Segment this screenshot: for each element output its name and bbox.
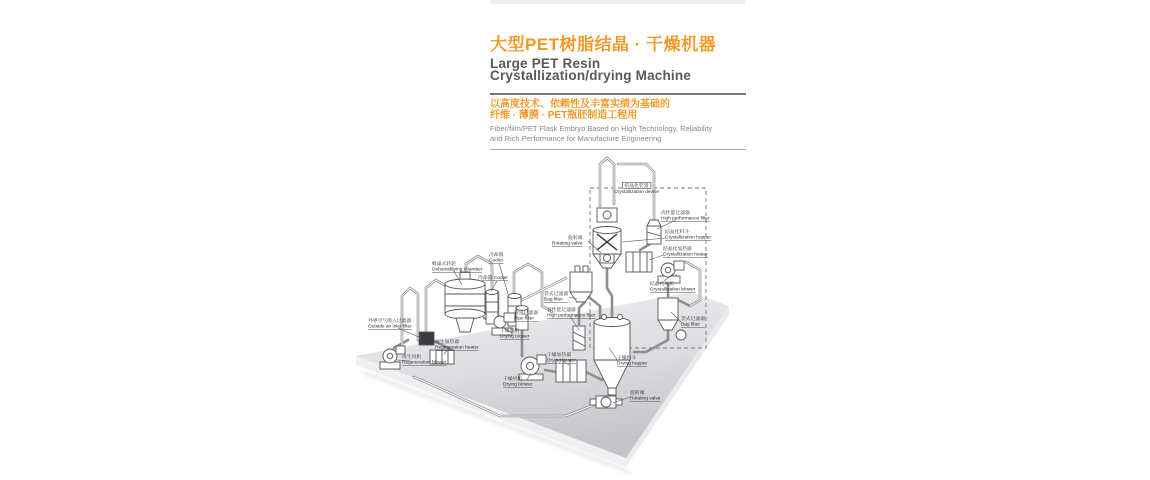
label-cooler-left: 冷却器 Cooler: [478, 275, 508, 281]
subtitle-en-line2: and Rich Performance for Manufacture Engineering: [490, 133, 662, 143]
subtitle-zh-line1: 以高度技术、依赖性及丰富实绩为基础的: [490, 99, 670, 110]
label-bag-filter-right: 袋式过滤器 Bag filter: [681, 316, 705, 327]
label-high-performance-filter-top: 高性能过滤器 High performance filter: [661, 210, 710, 221]
subtitle-zh-line2: 纤维 · 薄膜 · PET瓶胚制造工程用: [490, 109, 638, 121]
label-crystallization-hopper: 结晶化料斗 Crystallization hopper: [665, 229, 712, 240]
label-outside-air-inlet-filter: 外界空气吸入过滤器 Outside air inlet filter: [368, 318, 412, 329]
label-drying-blower-upper: 干燥风机 Drying blower: [500, 328, 530, 339]
subtitle-en-line1: Fiber/film/PET Flask Embryo Based on High Technology, Reliability: [490, 124, 713, 133]
label-drying-heater: 干燥加热器 Drying heater: [547, 352, 576, 363]
label-crystallization-heater: 结晶化加热器 Crystallization heater: [663, 246, 708, 257]
label-rotating-valve-top: 旋转阀 Rotating valve: [552, 235, 583, 246]
label-regeneration-heater: 再生加热器 Regeneration heater: [435, 339, 479, 350]
label-bag-filter-mid: 袋式过滤器 Bag filter: [544, 291, 568, 302]
label-high-performance-filter-mid: 有性能过滤器 High performance filter: [547, 307, 596, 318]
page-title-en-line1: Large PET Resin: [490, 56, 601, 71]
label-regeneration-blower: 再生风机 Regeneration blower: [402, 354, 447, 365]
label-pipe-filter: 管道过滤器 Pipe filter: [514, 310, 538, 321]
label-crystallization-blower: 结晶化风机 Crystallization blower: [650, 281, 696, 292]
label-drying-blower-lower: 干燥风机 Drying blower: [503, 376, 533, 387]
label-drying-hopper: 干燥料斗 Drying hopper: [617, 355, 648, 366]
label-rotating-valve-bottom: 旋转阀 Rotating valve: [630, 390, 661, 401]
label-dehumidifying-chamber: 蜂巢式转轮 Dehumidifying chamber: [432, 261, 483, 272]
page-title-zh: 大型PET树脂结晶 · 干燥机器: [490, 35, 717, 54]
page-title-en-line2: Crystallization/drying Machine: [490, 68, 692, 83]
label-cooler-upper: 冷却器 Cooler: [489, 252, 504, 263]
label-crystallization-device: 结晶化装置 Crystallization device: [614, 182, 660, 195]
